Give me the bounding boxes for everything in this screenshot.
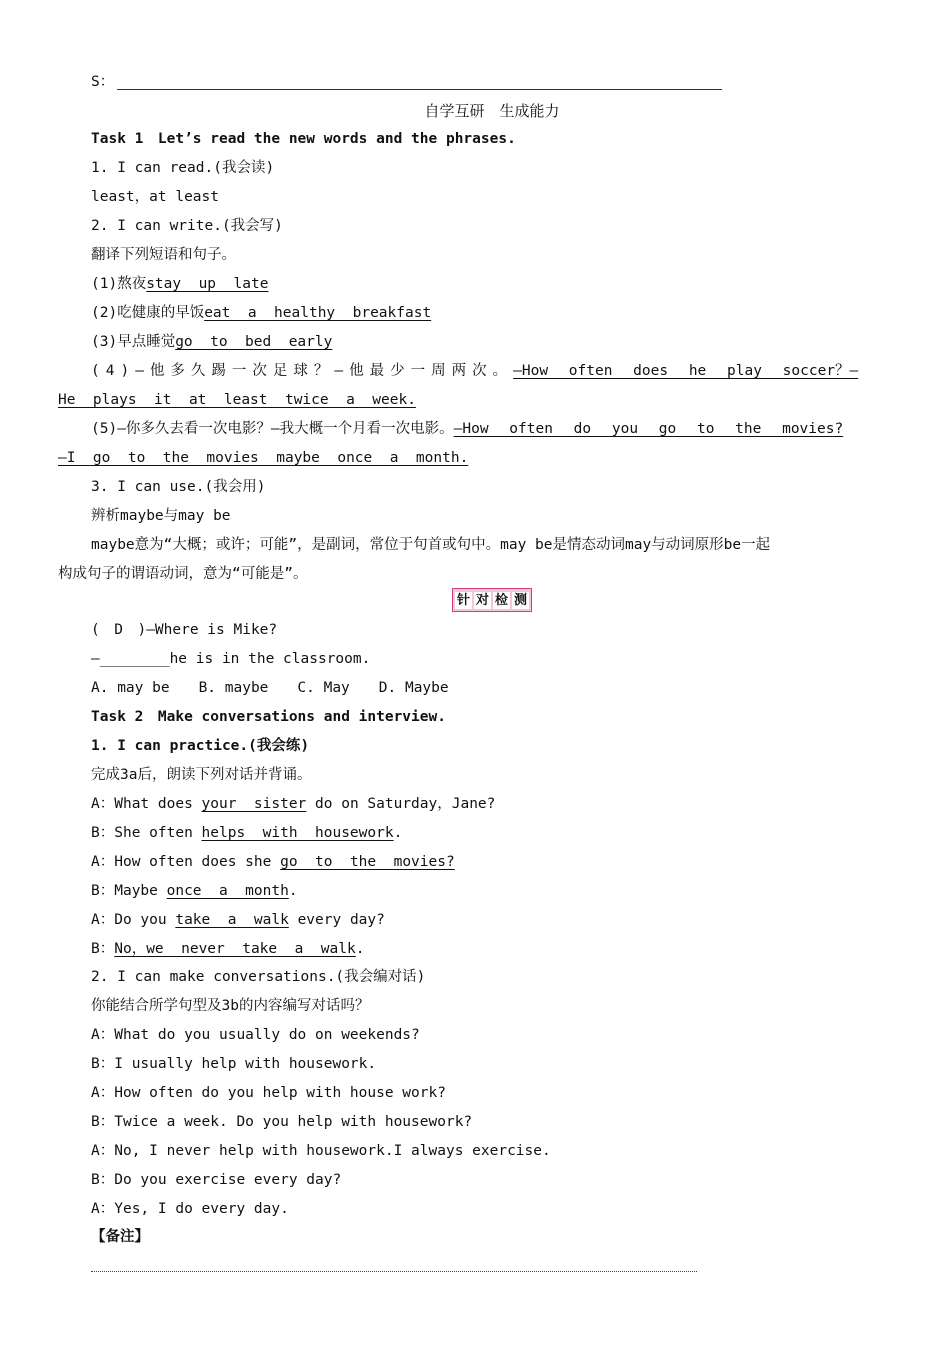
read-label: 1. I can read.(我会读) — [91, 160, 275, 176]
s-label: S： — [91, 74, 115, 90]
dialog-text: A：What does — [91, 796, 202, 812]
write-instruction: 翻译下列短语和句子。 — [91, 247, 236, 263]
dialog-answer: No，we never take a walk — [114, 941, 356, 957]
translation-item-5 — [91, 419, 843, 439]
make-label: 2. I can make conversations.(我会编对话) — [91, 969, 426, 985]
dialog-text: B：Maybe — [91, 883, 167, 899]
conversation-line: B：I usually help with housework. — [91, 1056, 377, 1072]
dialog-text: . — [393, 825, 403, 841]
item-prefix: (2)吃健康的早饭 — [91, 305, 205, 321]
section-title: 自学互研 生成能力 — [424, 102, 560, 120]
task1-title: Task 1 Let’s read the new words and the phrases. — [91, 131, 516, 147]
badge-char: 针 — [456, 592, 470, 608]
quiz-options: A. may be B. maybe C. May D. Maybe — [91, 680, 449, 696]
notes-line — [91, 1271, 697, 1272]
item-answer: —How often do you go to the movies? — [453, 421, 844, 437]
translation-item — [91, 303, 431, 323]
item-prefix: (3)早点睡觉 — [91, 334, 176, 350]
use-text-cont: 构成句子的谓语动词，意为“可能是”。 — [58, 566, 308, 582]
item-answer: He plays it at least twice a week. — [58, 392, 416, 408]
dialog-line — [91, 881, 298, 901]
translation-item-4-cont — [58, 390, 416, 410]
translation-item — [91, 274, 268, 294]
dialog-answer: go to the movies? — [280, 854, 455, 870]
make-instruction: 你能结合所学句型及3b的内容编写对话吗？ — [91, 998, 370, 1014]
dialog-text: B：She often — [91, 825, 202, 841]
item-prefix: (4)—他多久踢一次足球？—他最少一周两次。 — [91, 363, 514, 379]
write-label: 2. I can write.(我会写) — [91, 218, 283, 234]
dialog-text: . — [288, 883, 298, 899]
dialog-text: every day? — [288, 912, 385, 928]
dialog-line — [91, 939, 364, 959]
use-title: 辨析maybe与may be — [91, 508, 231, 524]
dialog-text: B： — [91, 941, 115, 957]
conversation-line: B：Do you exercise every day? — [91, 1172, 342, 1188]
badge-char: 检 — [494, 592, 508, 608]
item-answer: go to bed early — [175, 334, 333, 350]
dialog-answer: helps with housework — [201, 825, 394, 841]
dialog-text: A：Do you — [91, 912, 176, 928]
item-prefix: (1)熬夜 — [91, 276, 147, 292]
badge-char: 测 — [513, 592, 527, 608]
answer-line — [117, 89, 722, 90]
use-label: 3. I can use.(我会用) — [91, 479, 266, 495]
dialog-line — [91, 823, 402, 843]
dialog-text: do on Saturday，Jane? — [306, 796, 496, 812]
item-answer: stay up late — [146, 276, 269, 292]
dialog-text: . — [355, 941, 365, 957]
dialog-line — [91, 910, 385, 930]
item-answer: —How often does he play soccer？— — [513, 363, 859, 379]
badge-char: 对 — [475, 592, 489, 608]
task2-title: Task 2 Make conversations and interview. — [91, 709, 446, 725]
translation-item-4 — [91, 361, 858, 381]
item-answer: —I go to the movies maybe once a month. — [58, 450, 469, 466]
conversation-line: A：Yes, I do every day. — [91, 1201, 289, 1217]
dialog-answer: once a month — [166, 883, 289, 899]
practice-instruction: 完成3a后，朗读下列对话并背诵。 — [91, 767, 312, 783]
conversation-line: A：What do you usually do on weekends? — [91, 1027, 420, 1043]
dialog-line — [91, 794, 495, 814]
check-badge — [452, 588, 532, 612]
item-prefix: (5)—你多久去看一次电影？—我大概一个月看一次电影。 — [91, 421, 454, 437]
conversation-line: B：Twice a week. Do you help with housework? — [91, 1114, 473, 1130]
quiz-blank-line: —________he is in the classroom. — [91, 651, 371, 667]
quiz-question: ( D )—Where is Mike? — [91, 622, 278, 638]
dialog-answer: your sister — [201, 796, 307, 812]
read-words: least，at least — [91, 189, 219, 205]
translation-item — [91, 332, 332, 352]
conversation-line: A：How often do you help with house work? — [91, 1085, 446, 1101]
dialog-answer: take a walk — [175, 912, 289, 928]
use-text: maybe意为“大概；或许；可能”，是副词，常位于句首或句中。may be是情态动词may与动词原形be一起 — [91, 537, 771, 553]
practice-label: 1. I can practice.(我会练) — [91, 738, 310, 754]
dialog-text: A：How often does she — [91, 854, 281, 870]
translation-item-5-cont — [58, 448, 468, 468]
conversation-line: A：No, I never help with housework.I always exercise. — [91, 1143, 551, 1159]
notes-label: 【备注】 — [91, 1229, 149, 1245]
dialog-line — [91, 852, 455, 872]
item-answer: eat a healthy breakfast — [204, 305, 432, 321]
